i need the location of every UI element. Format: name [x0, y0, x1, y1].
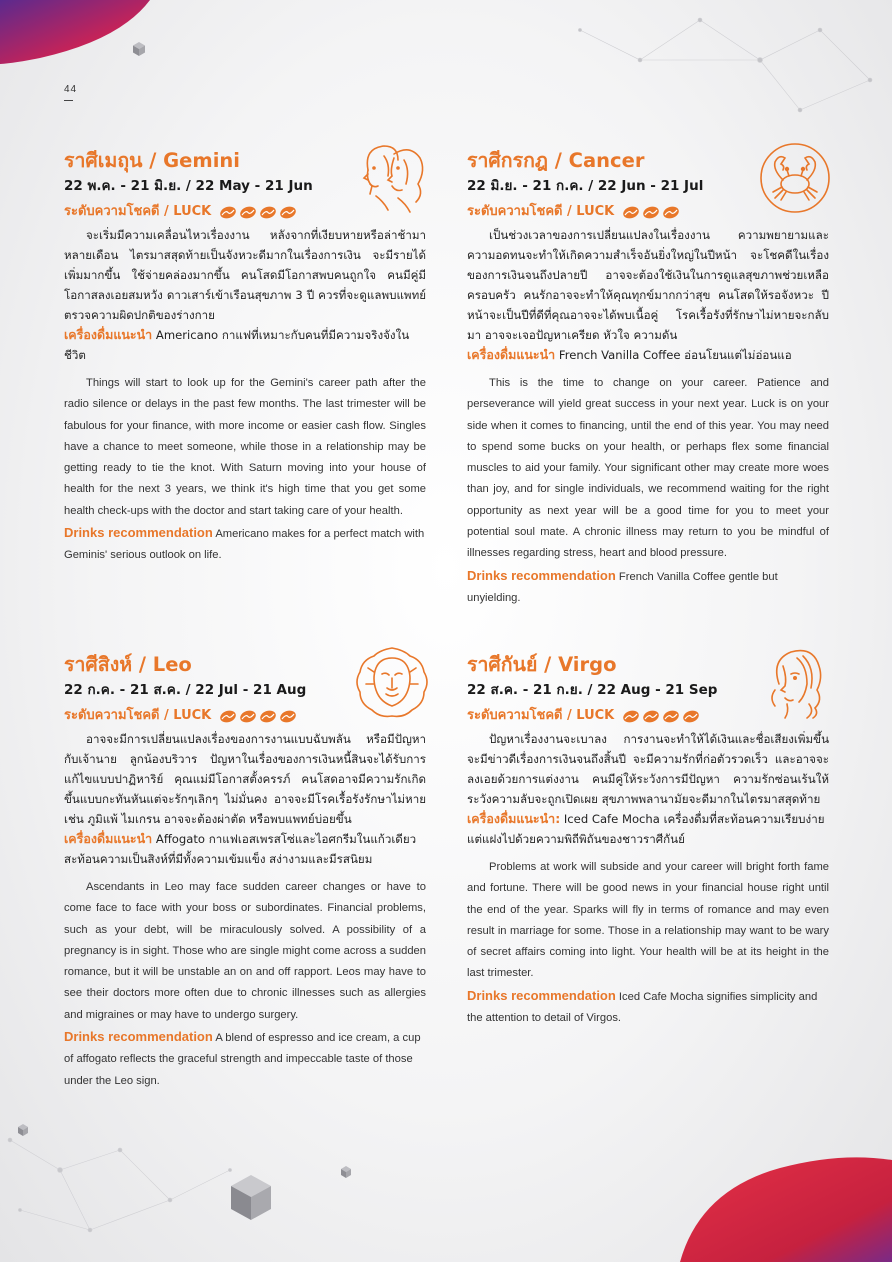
coffee-bean-icon — [219, 710, 237, 723]
english-drink-label: Drinks recommendation — [64, 525, 213, 541]
bottom-right-corner-shape — [680, 1157, 892, 1262]
top-left-corner-shape — [0, 0, 150, 64]
thai-paragraph: จะเริ่มมีความเคลื่อนไหวเรื่องงาน หลังจากที่เงียบหายหรือล่าช้ามาหลายเดือน ไตรมาสสุดท้ายเป็นจังหวะดีมากในเรื่องการเงิน จะมีรายได้เพิ่มมากขึ้น ใช้จ่ายคล่องมากขึ้น คนโสดมีโอกาสพบคนถูกใจ คนมีคู่มีโอกาสลงเอยสมหวัง ดาวเสาร์เข้าเรือนสุขภาพ 3 ปี ควรที่จะดูแลพบแพทย์ตรวจความผิดปกติของร่างกาย — [64, 228, 426, 322]
virgo-maiden-icon — [757, 644, 833, 720]
luck-label: ระดับความโชคดี / LUCK — [64, 708, 212, 723]
leo-lion-icon — [354, 644, 430, 720]
luck-rating — [219, 206, 297, 219]
thai-drink-text: Iced Cafe Mocha เครื่องดื่มที่สะท้อนความเรียบง่าย แต่แฝงไปด้วยความพิถีพิถันของชาวราศีกันย์ — [467, 812, 825, 846]
coffee-bean-icon — [682, 710, 700, 723]
english-drink-text: Americano makes for a perfect match with Geminis' serious outlook on life. — [64, 528, 425, 562]
coffee-bean-icon — [622, 710, 640, 723]
date-range: 22 ส.ค. - 21 ก.ย. / 22 Aug - 21 Sep — [467, 682, 718, 698]
coffee-bean-icon — [279, 206, 297, 219]
coffee-bean-icon — [239, 206, 257, 219]
coffee-bean-icon — [642, 206, 660, 219]
english-drink-recommendation — [64, 1026, 426, 1092]
cube-decoration-left — [18, 1124, 28, 1136]
luck-label: ระดับความโชคดี / LUCK — [467, 708, 615, 723]
thai-drink-recommendation — [467, 809, 829, 849]
thai-drink-text: Affogato กาแฟเอสเพรสโซ่และไอศกรีมในแก้วเดียว สะท้อนความเป็นสิงห์ที่มีทั้งความเข้มแข็ง สง่างามและมีรสนิยม — [64, 832, 417, 866]
luck-rating — [622, 710, 700, 723]
section-gemini — [64, 148, 426, 567]
coffee-bean-icon — [279, 710, 297, 723]
cube-decoration-top — [133, 42, 145, 56]
section-cancer — [467, 148, 829, 609]
luck-label: ระดับความโชคดี / LUCK — [467, 204, 615, 219]
coffee-bean-icon — [259, 710, 277, 723]
thai-paragraph: เป็นช่วงเวลาของการเปลี่ยนแปลงในเรื่องงาน ความพยายามและความอดทนจะทำให้เกิดความสำเร็จอันยิ่งใหญ่ในปีหน้า จะโชคดีในเรื่องของการเงินจนถึงปลายปี อาจจะต้องใช้เงินในการดูแลสุขภาพช่วยเหลือครอบครัว คนรักอาจจะทำให้คุณทุกข์มากกว่าสุข คนโสดให้รอจังหวะ ปีหน้าจะเป็นปีที่ดีที่คุณอาจจะได้พบเนื้อคู่ โรคเรื้อรังที่รักษาไม่หายจะกลับมา อาจจะเจอปัญหาเครียด หัวใจ ความดัน — [467, 228, 829, 342]
english-drink-text: French Vanilla Coffee gentle but unyielding. — [467, 570, 778, 604]
cube-decoration-small — [341, 1166, 351, 1178]
english-paragraph: This is the time to change on your career. Patience and perseverance will yield great success in your next year. Luck is on your side when it comes to financing, until the end of this year. You may need to spend some bucks on your health, or perhaps flex some financial muscles to aid your family. Your significant other may create more woes than joy, and for single individuals, we recommend waiting for the right opportunity as next year will be a good time for you to meet your potential soul mate. A chronic illness may return to you be mindful of illnesses regarding stress, heart and blood pressure. — [467, 377, 829, 560]
section-title: ราศีกรกฎ / Cancer — [467, 149, 645, 172]
english-drink-recommendation — [467, 565, 829, 610]
english-drink-text: Iced Cafe Mocha signifies simplicity and the attention to detail of Virgos. — [467, 990, 818, 1025]
date-range: 22 ก.ค. - 21 ส.ค. / 22 Jul - 21 Aug — [64, 682, 307, 698]
coffee-bean-icon — [662, 710, 680, 723]
english-paragraph: Things will start to look up for the Gemini's career path after the radio silence or delays in the past few months. The last trimester will be fabulous for your finance, with more income or easier cash flow. Singles have a chance to meet someone, while those in a relationship may be getting ready to tie the knot. With Saturn moving into your house of health for the next 3 years, we think it's high time that you get some health check-ups with the doctor and start taking care of your health. — [64, 377, 426, 517]
cancer-crab-icon — [757, 140, 833, 216]
coffee-bean-icon — [239, 710, 257, 723]
network-dots-top-right — [578, 18, 872, 112]
section-leo — [64, 652, 426, 1092]
coffee-bean-icon — [219, 206, 237, 219]
network-dots-bottom-left — [8, 1138, 232, 1232]
coffee-bean-icon — [259, 206, 277, 219]
section-title: ราศีสิงห์ / Leo — [64, 653, 192, 676]
thai-drink-label: เครื่องดื่มแนะนำ: — [467, 811, 561, 826]
english-drink-label: Drinks recommendation — [467, 567, 616, 583]
coffee-bean-icon — [662, 206, 680, 219]
thai-paragraph: อาจจะมีการเปลี่ยนแปลงเรื่องของการงานแบบฉับพลัน หรือมีปัญหากับเจ้านาย ลูกน้องบริวาร ปัญหาในเรื่องของการเงินหนี้สินจะได้รับการแก้ไขแบบปาฏิหาริย์ คุณแม่มีโอกาสตั้งครรภ์ คนโสดอาจมีความรักเกิดขึ้นแบบกะทันหันแต่จะรักๆเลิกๆ ไม่มั่นคง อาจจะมีโรคเรื้อรังรักษาไม่หายเช่น ภูมิแพ้ ไมเกรน อาจจะต้องผ่าตัด หรือพบแพทย์บ่อยขึ้น — [64, 732, 426, 826]
thai-drink-label: เครื่องดื่มแนะนำ — [467, 347, 556, 362]
english-drink-recommendation — [467, 985, 829, 1030]
coffee-bean-icon — [642, 710, 660, 723]
page-number: 44 — [64, 84, 78, 95]
section-title: ราศีกันย์ / Virgo — [467, 653, 617, 676]
page-number-rule — [64, 100, 73, 101]
thai-drink-recommendation — [64, 325, 426, 365]
luck-rating — [622, 206, 680, 219]
thai-paragraph: ปัญหาเรื่องงานจะเบาลง การงานจะทำให้ได้เงินและชื่อเสียงเพิ่มขึ้นจะมีข่าวดีเรื่องการเงินจนถึงสิ้นปี จะมีความรักที่ก่อตัวรวดเร็ว และอาจจะลงเอยด้วยการแต่งงาน คนมีคู่ให้ระวังการมีปัญหา ความรักซ่อนเร้นให้ระวังความลับจะถูกเปิดเผย สุขภาพพลานามัยจะดีมากในไตรมาสสุดท้าย — [467, 732, 829, 806]
section-virgo — [467, 652, 829, 1029]
thai-drink-text: French Vanilla Coffee อ่อนโยนแต่ไม่อ่อนแอ — [555, 348, 792, 362]
luck-label: ระดับความโชคดี / LUCK — [64, 204, 212, 219]
thai-drink-text: Americano กาแฟที่เหมาะกับคนที่มีความจริงจังในชีวิต — [64, 328, 410, 362]
gemini-twins-icon — [354, 140, 430, 216]
luck-rating — [219, 710, 297, 723]
coffee-bean-icon — [622, 206, 640, 219]
section-title: ราศีเมถุน / Gemini — [64, 149, 240, 172]
thai-drink-recommendation — [467, 345, 829, 365]
english-drink-label: Drinks recommendation — [467, 987, 616, 1003]
english-paragraph: Problems at work will subside and your career will bright forth fame and fortune. There will be good news in your financial house right until the end of the year. Sparks will fly in terms of romance and may even result in marriage for some. Those in a relationship may want to be wary of secret affairs coming into light. Your health will be at its height in the last trimester. — [467, 861, 829, 980]
thai-drink-label: เครื่องดื่มแนะนำ — [64, 831, 153, 846]
english-paragraph: Ascendants in Leo may face sudden career changes or have to come face to face with your boss or subordinates. Financial problems, such as your debt, will be miraculously solved. A possibility of a pregnancy is in sight. Those who are single might come across a sudden romance, but it will be unstable an on and off rapport. Leos may have to see their doctors more often due to chronic illnesses such as allergies and migraines or may have to undergo surgery. — [64, 881, 426, 1021]
cube-decoration-large — [231, 1175, 271, 1220]
english-drink-text: A blend of espresso and ice cream, a cup of affogato reflects the graceful strength and impeccable taste of those under the Leo sign. — [64, 1032, 421, 1087]
thai-drink-recommendation — [64, 829, 426, 869]
date-range: 22 พ.ค. - 21 มิ.ย. / 22 May - 21 Jun — [64, 178, 313, 194]
english-drink-label: Drinks recommendation — [64, 1029, 213, 1045]
english-drink-recommendation — [64, 522, 426, 567]
date-range: 22 มิ.ย. - 21 ก.ค. / 22 Jun - 21 Jul — [467, 178, 704, 194]
thai-drink-label: เครื่องดื่มแนะนำ — [64, 327, 153, 342]
